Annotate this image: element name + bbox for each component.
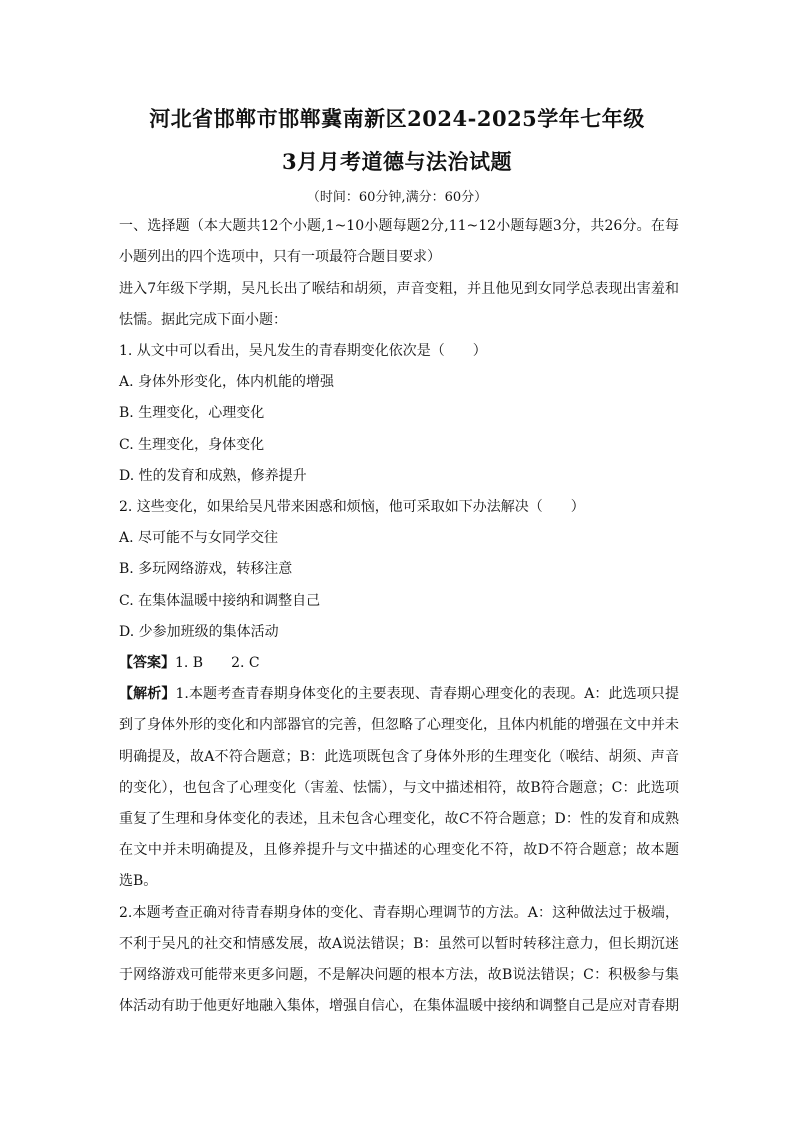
question-1-stem: 1. 从文中可以看出，吴凡发生的青春期变化依次是（ ） (119, 343, 487, 359)
question-1-option-d: D. 性的发育和成熟，修养提升 (119, 468, 307, 484)
analysis-tag: 【解析】 (119, 686, 176, 702)
doc-title-line1: 河北省邯郸市邯郸冀南新区2024-2025学年七年级 (149, 106, 645, 131)
section-intro-line: 小题列出的四个选项中，只有一项最符合题目要求） (119, 249, 441, 265)
material-line: 进入7年级下学期，吴凡长出了喉结和胡须，声音变粗，并且他见到女同学总表现出害羞和 (119, 281, 679, 297)
doc-title-line2: 3月月考道德与法治试题 (281, 149, 513, 174)
analysis-line: 体活动有助于他更好地融入集体，增强自信心，在集体温暖中接纳和调整自己是应对青春期 (119, 998, 679, 1014)
answer-tag: 【答案】 (119, 655, 175, 671)
exam-info: （时间：60分钟,满分：60分） (306, 190, 488, 205)
analysis-line: 2.本题考查正确对待青春期身体的变化、青春期心理调节的方法。A：这种做法过于极端， (119, 905, 679, 921)
question-2-option-b: B. 多玩网络游戏，转移注意 (119, 561, 293, 577)
question-1-option-b: B. 生理变化，心理变化 (119, 405, 265, 421)
material-line: 怯懦。据此完成下面小题： (119, 312, 287, 328)
answer-line (119, 653, 679, 673)
answer-text: 1. B 2. C (175, 655, 260, 671)
analysis-line: 重复了生理和身体变化的表述，且未包含心理变化，故C不符合题意；D：性的发育和成熟 (119, 811, 679, 827)
section-intro-line: 一、选择题（本大题共12个小题,1~10小题每题2分,11~12小题每题3分，共26分。在每 (119, 218, 679, 234)
analysis-line: 的变化），也包含了心理变化（害羞、怯懦），与文中描述相符，故B符合题意；C：此选项 (119, 780, 679, 796)
analysis-line: 选B。 (119, 873, 158, 889)
question-1-option-a: A. 身体外形变化，体内机能的增强 (119, 374, 335, 390)
analysis-line: 明确提及，故A不符合题意；B：此选项既包含了身体外形的生理变化（喉结、胡须、声音 (119, 749, 679, 765)
analysis-line: 不利于吴凡的社交和情感发展，故A说法错误；B：虽然可以暂时转移注意力，但长期沉迷 (119, 936, 679, 952)
question-2-option-c: C. 在集体温暖中接纳和调整自己 (119, 593, 321, 609)
analysis-line: 到了身体外形的变化和内部器官的完善，但忽略了心理变化，且体内机能的增强在文中并未 (119, 717, 679, 733)
question-2-stem: 2. 这些变化，如果给吴凡带来困惑和烦恼，他可采取如下办法解决（ ） (119, 499, 585, 515)
analysis-text: 1.本题考查青春期身体变化的主要表现、青春期心理变化的表现。A：此选项只提 (175, 686, 680, 702)
question-2-option-d: D. 少参加班级的集体活动 (119, 624, 279, 640)
analysis-line (119, 684, 679, 704)
analysis-line: 于网络游戏可能带来更多问题，不是解决问题的根本方法，故B说法错误；C：积极参与集 (119, 967, 679, 983)
question-2-option-a: A. 尽可能不与女同学交往 (119, 530, 279, 546)
analysis-line: 在文中并未明确提及，且修养提升与文中描述的心理变化不符，故D不符合题意；故本题 (119, 842, 679, 858)
question-1-option-c: C. 生理变化，身体变化 (119, 437, 265, 453)
